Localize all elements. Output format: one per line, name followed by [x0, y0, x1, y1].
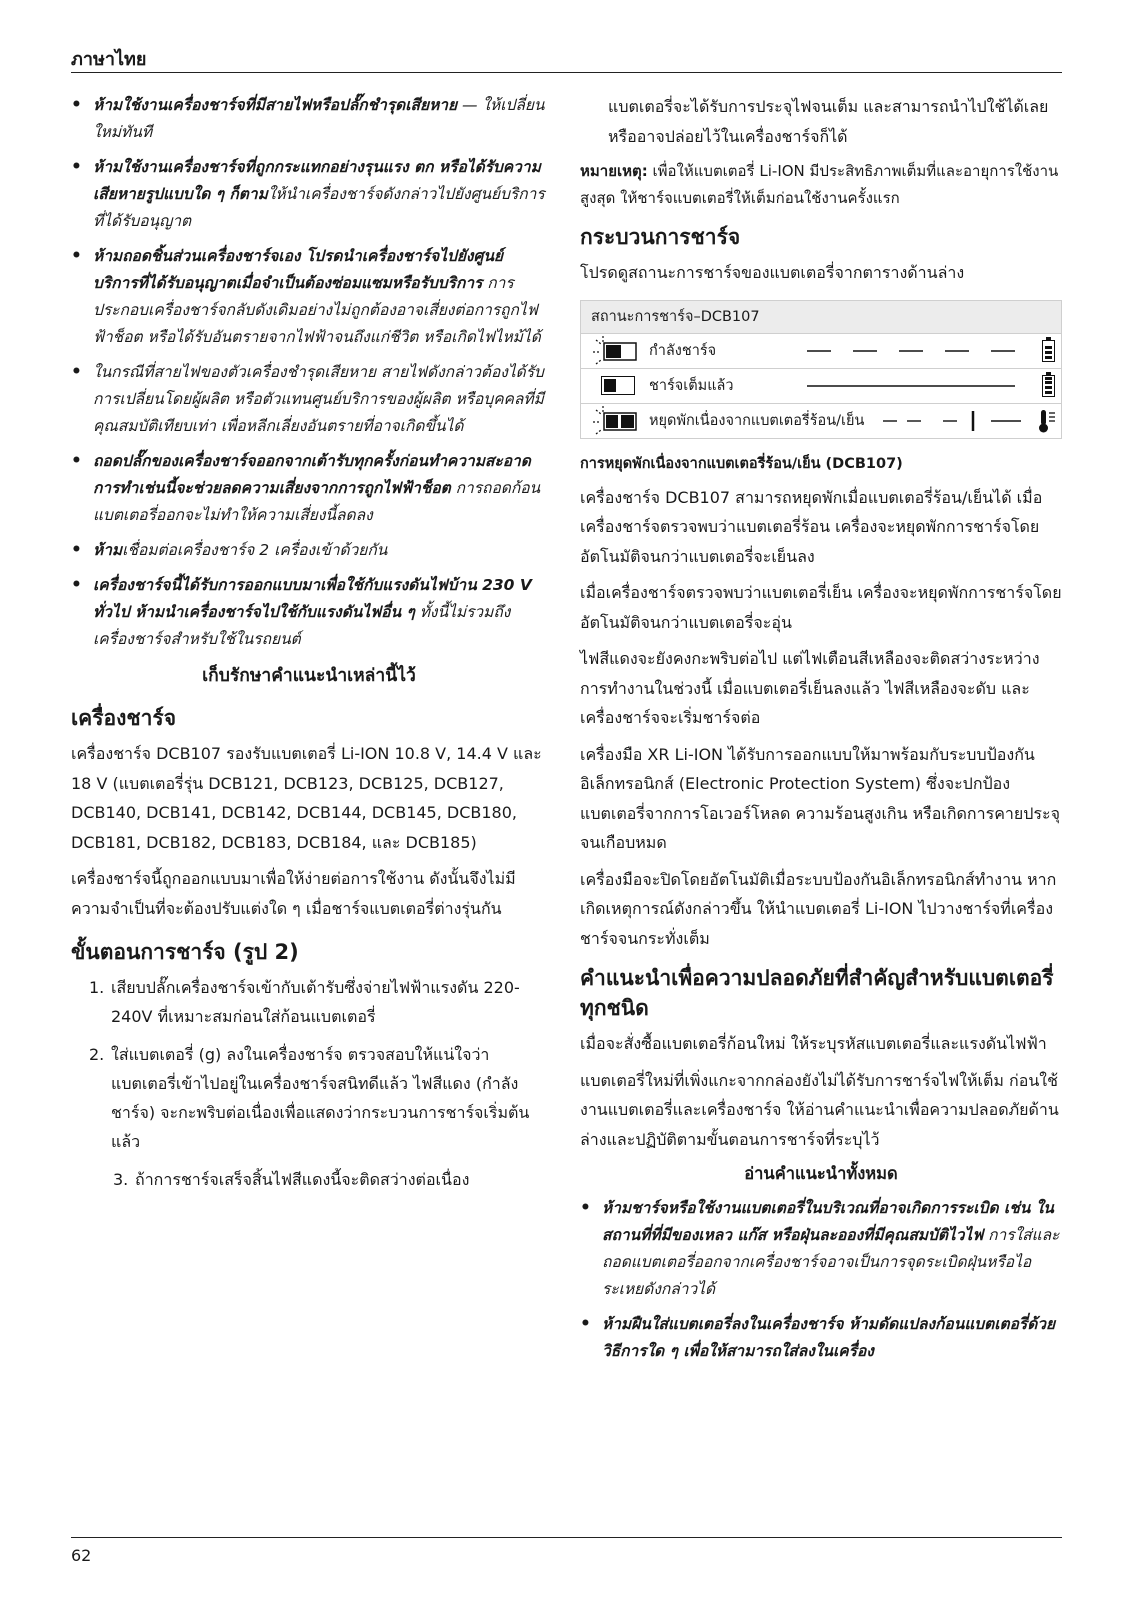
battery-charging-icon — [1042, 340, 1055, 362]
note-label: หมายเหตุ: — [580, 162, 648, 180]
step-item — [71, 1040, 547, 1156]
blinking-led-icon — [593, 406, 643, 436]
status-row-charging — [581, 334, 1061, 369]
hot-cold-pattern — [881, 409, 1041, 433]
step-text: ใส่แบตเตอรี่ (g) ลงในเครื่องชาร์จ ตรวจสอบให้แน่ใจว่าแบตเตอรี่เข้าไปอยู่ในเครื่องชาร์จสนิทดีแล้ว ไฟสีแดง (กำลังชาร์จ) จะกะพริบต่อเนื่องเพื่อแสดงว่ากระบวนการชาร์จเริ่มต้นแล้ว — [111, 1045, 530, 1151]
warning-bold: ถอดปลั๊กของเครื่องชาร์จออกจากเต้ารับทุกครั้งก่อนทำความสะอาด การทำเช่นนี้จะช่วยลดความเสี่ยงจากการถูกไฟฟ้าช็อต — [93, 452, 531, 497]
hot-cold-paragraph: ไฟสีแดงจะยังคงกะพริบต่อไป แต่ไฟเตือนสีเหลืองจะติดสว่างระหว่างการทำงานในช่วงนี้ เมื่อแบตเตอรี่เย็นลงแล้ว ไฟสีเหลืองจะดับ และเครื่องชาร์จจะเริ่มชาร์จต่อ — [580, 649, 1040, 727]
battery-safety-paragraph: เมื่อจะสั่งซื้อแบตเตอรี่ก้อนใหม่ ให้ระบุรหัสแบตเตอรี่และแรงดันไฟฟ้า — [580, 1034, 1047, 1053]
charging-process-intro: โปรดดูสถานะการชาร์จของแบตเตอรี่จากตารางด้านล่าง — [580, 263, 965, 282]
page-number: 62 — [71, 1546, 92, 1565]
warning-bold: ห้ามใช้งานเครื่องชาร์จที่ถูกกระแทกอย่างรุนแรง ตก หรือได้รับความเสียหายรูปแบบใด ๆ ก็ตาม — [93, 158, 541, 203]
battery-full-icon — [1042, 375, 1055, 397]
charging-procedure-heading: ขั้นตอนการชาร์จ (รูป 2) — [71, 940, 299, 964]
warning-text: การถอดก้อนแบตเตอรี่ออกจะไม่ทำให้ความเสี่ยงนี้ลดลง — [93, 479, 541, 524]
warning-item — [71, 572, 547, 653]
left-column — [71, 92, 547, 1203]
footer-rule — [71, 1537, 1062, 1538]
warning-item — [71, 243, 547, 351]
status-table-title: สถานะการชาร์จ–DCB107 — [581, 301, 1061, 334]
read-all-instructions-heading: อ่านคำแนะนำทั้งหมด — [744, 1164, 898, 1183]
warning-item — [580, 1311, 1062, 1365]
step-text: เสียบปลั๊กเครื่องชาร์จเข้ากับเต้ารับซึ่งจ่ายไฟฟ้าแรงดัน 220-240V ที่เหมาะสมก่อนใส่ก้อนแบตเตอรี่ — [111, 978, 520, 1026]
warning-bold: ห้าม — [93, 541, 123, 559]
chargers-heading: เครื่องชาร์จ — [71, 706, 176, 730]
warning-item — [580, 1195, 1062, 1303]
note-paragraph — [580, 158, 1062, 212]
battery-safety-paragraph: แบตเตอรี่ใหม่ที่เพิ่งแกะจากกล่องยังไม่ได้รับการชาร์จไฟให้เต็ม ก่อนใช้งานแบตเตอรี่และเครื่องชาร์จ ให้อ่านคำแนะนำเพื่อความปลอดภัยด้านล่างและปฏิบัติตามขั้นตอนการชาร์จที่ระบุไว้ — [580, 1070, 1059, 1149]
warning-text: การใส่และถอดแบตเตอรี่ออกจากเครื่องชาร์จอาจเป็นการจุดระเบิดฝุ่นหรือไอระเหยดังกล่าวได้ — [602, 1226, 1060, 1298]
right-column — [580, 92, 1062, 1373]
warning-item — [71, 359, 547, 440]
charging-blink-pattern — [803, 339, 1033, 363]
warning-bold: ห้ามชาร์จหรือใช้งานแบตเตอรี่ในบริเวณที่อาจเกิดการระเบิด เช่น ในสถานที่ที่มีของเหลว แก๊ส หรือฝุ่นละอองที่มีคุณสมบัติไวไฟ — [602, 1199, 1054, 1244]
status-label: กำลังชาร์จ — [649, 342, 717, 359]
warning-item — [71, 154, 547, 235]
warning-item — [71, 92, 547, 146]
battery-warnings-list — [580, 1195, 1062, 1365]
step-item — [71, 973, 547, 1031]
thermometer-icon — [1037, 408, 1057, 434]
warning-text: ในกรณีที่สายไฟของตัวเครื่องชำรุดเสียหาย สายไฟดังกล่าวต้องได้รับการเปลี่ยนโดยผู้ผลิต หรือตัวแทนศูนย์บริการของผู้ผลิต หรือบุคคลที่มีคุณสมบัติเทียบเท่า เพื่อหลีกเลี่ยงอันตรายที่อาจเกิดขึ้นได้ — [93, 363, 544, 435]
step-text: ถ้าการชาร์จเสร็จสิ้นไฟสีแดงนี้จะติดสว่างต่อเนื่อง — [135, 1170, 470, 1189]
warning-text: การประกอบเครื่องชาร์จกลับดังเดิมอย่างไม่ถูกต้องอาจเสี่ยงต่อการถูกไฟฟ้าช็อต หรือได้รับอันตรายจากไฟฟ้าจนถึงแก่ชีวิต หรือเกิดไฟไหม้ได้ — [93, 274, 541, 346]
hot-cold-paragraph: เครื่องมือ XR Li-ION ได้รับการออกแบบให้มาพร้อมกับระบบป้องกันอิเล็กทรอนิกส์ (Electronic Protection System) ซึ่งจะปกป้องแบตเตอรี่จากการโอเวอร์โหลด ความร้อนสูงเกิน หรือเกิดการคายประจุจนเกือบหมด — [580, 744, 1060, 852]
warning-item — [71, 537, 547, 564]
step-item — [71, 1165, 547, 1194]
warning-text: — ให้เปลี่ยนใหม่ทันที — [93, 96, 545, 141]
charging-process-heading: กระบวนการชาร์จ — [580, 225, 741, 249]
warning-item — [71, 448, 547, 529]
step-number: 3. — [113, 1170, 129, 1189]
status-label: หยุดพักเนื่องจากแบตเตอรี่ร้อน/เย็น — [649, 412, 865, 429]
hot-cold-delay-heading: การหยุดพักเนื่องจากแบตเตอรี่ร้อน/เย็น (DCB107) — [580, 455, 903, 472]
status-row-hot-cold — [581, 404, 1061, 438]
charger-warnings-list — [71, 92, 547, 653]
hot-cold-paragraph: เครื่องชาร์จ DCB107 สามารถหยุดพักเมื่อแบตเตอรี่ร้อน/เย็นได้ เมื่อเครื่องชาร์จตรวจพบว่าแบตเตอรี่ร้อน เครื่องจะหยุดพักการชาร์จโดยอัตโนมัติจนกว่าแบตเตอรี่จะเย็นลง — [580, 487, 1043, 566]
full-solid-pattern — [803, 374, 1033, 398]
language-header: ภาษาไทย — [71, 49, 147, 70]
status-label: ชาร์จเต็มแล้ว — [649, 377, 734, 394]
warning-text: ทั้งนี้ไม่รวมถึงเครื่องชาร์จสำหรับใช้ในรถยนต์ — [93, 603, 511, 648]
status-row-full — [581, 369, 1061, 404]
hot-cold-paragraph: เมื่อเครื่องชาร์จตรวจพบว่าแบตเตอรี่เย็น เครื่องจะหยุดพักการชาร์จโดยอัตโนมัติจนกว่าแบตเตอรี่จะอุ่น — [580, 583, 1062, 632]
warning-bold: เครื่องชาร์จนี้ได้รับการออกแบบมาเพื่อใช้กับแรงดันไฟบ้าน 230 V ทั่วไป ห้ามนำเครื่องชาร์จไปใช้กับแรงดันไฟอื่น ๆ — [93, 576, 532, 621]
warning-bold: ห้ามถอดชิ้นส่วนเครื่องชาร์จเอง โปรดนำเครื่องชาร์จไปยังศูนย์บริการที่ได้รับอนุญาตเมื่อจำเป็นต้องซ่อมแซมหรือรับบริการ — [93, 247, 504, 292]
chargers-paragraph: เครื่องชาร์จนี้ถูกออกแบบมาเพื่อให้ง่ายต่อการใช้งาน ดังนั้นจึงไม่มีความจำเป็นที่จะต้องปรับแต่งใด ๆ เมื่อชาร์จแบตเตอรี่ต่างรุ่นกัน — [71, 869, 516, 918]
hot-cold-paragraph: เครื่องมือจะปิดโดยอัตโนมัติเมื่อระบบป้องกันอิเล็กทรอนิกส์ทำงาน หากเกิดเหตุการณ์ดังกล่าวขึ้น ให้นำแบตเตอรี่ Li-ION ไปวางชาร์จที่เครื่องชาร์จจนกระทั่งเต็ม — [580, 869, 1057, 948]
warning-text: ให้นำเครื่องชาร์จดังกล่าวไปยังศูนย์บริการที่ได้รับอนุญาต — [93, 185, 545, 230]
warning-bold: ห้ามใช้งานเครื่องชาร์จที่มีสายไฟหรือปลั๊กชำรุดเสียหาย — [93, 96, 458, 114]
charge-status-table — [580, 300, 1062, 439]
header-rule — [71, 72, 1062, 73]
step-number: 1. — [89, 978, 105, 997]
warning-bold: ห้ามฝืนใส่แบตเตอรี่ลงในเครื่องชาร์จ ห้ามดัดแปลงก้อนแบตเตอรี่ด้วยวิธีการใด ๆ เพื่อให้สามารถใส่ลงในเครื่อง — [602, 1315, 1056, 1360]
chargers-paragraph: เครื่องชาร์จ DCB107 รองรับแบตเตอรี่ Li-ION 10.8 V, 14.4 V และ 18 V (แบตเตอรี่รุ่น DCB121, DCB123, DCB125, DCB127, DCB140, DCB141, DCB142, DCB144, DCB145, DCB180, DCB181, DCB182, DCB183, DCB184, และ DCB185) — [71, 744, 542, 852]
charging-steps-list — [71, 973, 547, 1194]
blinking-led-icon — [593, 336, 643, 366]
note-text: เพื่อให้แบตเตอรี่ Li-ION มีประสิทธิภาพเต็มที่และอายุการใช้งานสูงสุด ให้ชาร์จแบตเตอรี่ให้เต็มก่อนใช้งานครั้งแรก — [580, 162, 1059, 207]
solid-led-icon — [601, 376, 635, 395]
save-instructions-heading: เก็บรักษาคำแนะนำเหล่านี้ไว้ — [202, 666, 416, 686]
battery-safety-heading: คำแนะนำเพื่อความปลอดภัยที่สำคัญสำหรับแบตเตอรี่ทุกชนิด — [580, 966, 1054, 1020]
warning-text: เชื่อมต่อเครื่องชาร์จ 2 เครื่องเข้าด้วยกัน — [122, 541, 388, 559]
step3-continuation: แบตเตอรี่จะได้รับการประจุไฟจนเต็ม และสามารถนำไปใช้ได้เลย หรืออาจปล่อยไว้ในเครื่องชาร์จก็ได้ — [608, 97, 1049, 146]
step-number: 2. — [89, 1045, 105, 1064]
